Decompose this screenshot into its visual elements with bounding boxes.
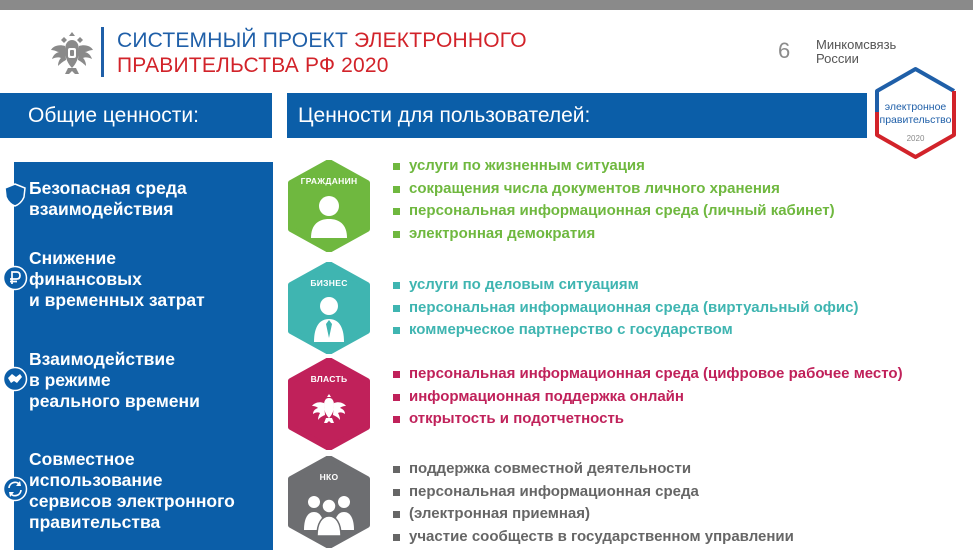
handshake-icon (2, 366, 28, 392)
egov-logo (868, 66, 963, 160)
list-item: участие сообществ в государственном управлении (393, 526, 794, 549)
hex-label: ГРАЖДАНИН (300, 176, 358, 186)
list-item: открытость и подотчетность (393, 408, 903, 431)
hex-nko (287, 456, 371, 548)
ruble-icon (2, 265, 28, 291)
nko-values-list (393, 458, 794, 548)
ministry-name (816, 38, 896, 66)
common-value-line: Безопасная среда (29, 178, 187, 198)
egov-logo-line-1: электронное (884, 101, 947, 113)
user-values-header: Ценности для пользователей: (287, 93, 867, 138)
common-value-line: сервисов электронного (29, 491, 235, 511)
common-value-line: Совместное (29, 449, 135, 469)
hex-label: НКО (319, 472, 339, 482)
shield-icon (2, 182, 28, 208)
common-value-item (29, 449, 235, 533)
common-value-line: Снижение (29, 248, 116, 268)
list-item: услуги по деловым ситуациям (393, 274, 858, 297)
list-item: поддержка совместной деятельности (393, 458, 794, 481)
common-value-line: взаимодействия (29, 199, 174, 219)
hex-label: БИЗНЕС (310, 278, 348, 288)
citizen-values-list (393, 155, 835, 245)
title-part-1: СИСТЕМНЫЙ ПРОЕКТ (117, 29, 355, 52)
hex-citizen (287, 160, 371, 252)
list-item: сокращения числа документов личного хранения (393, 178, 835, 201)
title-part-3: ПРАВИТЕЛЬСТВА РФ 2020 (117, 54, 389, 77)
common-value-line: правительства (29, 512, 161, 532)
person-icon (287, 160, 371, 252)
common-value-item (29, 248, 205, 311)
common-value-line: реального времени (29, 391, 200, 411)
common-value-line: в режиме (29, 370, 111, 390)
list-item: персональная информационная среда (виртуальный офис) (393, 297, 858, 320)
title-divider (101, 27, 104, 77)
list-item: услуги по жизненным ситуация (393, 155, 835, 178)
list-item: электронная демократия (393, 223, 835, 246)
common-value-line: использование (29, 470, 163, 490)
cycle-arrows-icon (2, 476, 28, 502)
eagle-emblem-icon (287, 358, 371, 450)
businessman-icon (287, 262, 371, 354)
top-bar (0, 0, 973, 10)
hex-government (287, 358, 371, 450)
common-value-item (29, 178, 187, 220)
hex-business (287, 262, 371, 354)
list-item: коммерческое партнерство с государством (393, 319, 858, 342)
egov-logo-year: 2020 (906, 134, 925, 143)
ministry-line-2: России (816, 51, 859, 66)
page-title (117, 28, 527, 78)
common-value-item (29, 349, 200, 412)
list-item: персональная информационная среда (цифровое рабочее место) (393, 363, 903, 386)
people-group-icon (287, 456, 371, 548)
business-values-list (393, 274, 858, 342)
hex-label: ВЛАСТЬ (310, 374, 348, 384)
list-item: (электронная приемная) (393, 503, 794, 526)
common-values-header: Общие ценности: (0, 93, 272, 138)
ministry-line-1: Минкомсвязь (816, 37, 897, 52)
government-values-list (393, 363, 903, 431)
list-item: персональная информационная среда (393, 481, 794, 504)
list-item: персональная информационная среда (личный кабинет) (393, 200, 835, 223)
page-number: 6 (778, 38, 791, 63)
russian-emblem-icon (50, 28, 94, 76)
egov-logo-line-2: правительство (879, 114, 952, 126)
common-value-line: и временных затрат (29, 290, 205, 310)
common-value-line: финансовых (29, 269, 142, 289)
common-value-line: Взаимодействие (29, 349, 175, 369)
title-part-2: ЭЛЕКТРОННОГО (354, 29, 527, 52)
list-item: информационная поддержка онлайн (393, 386, 903, 409)
